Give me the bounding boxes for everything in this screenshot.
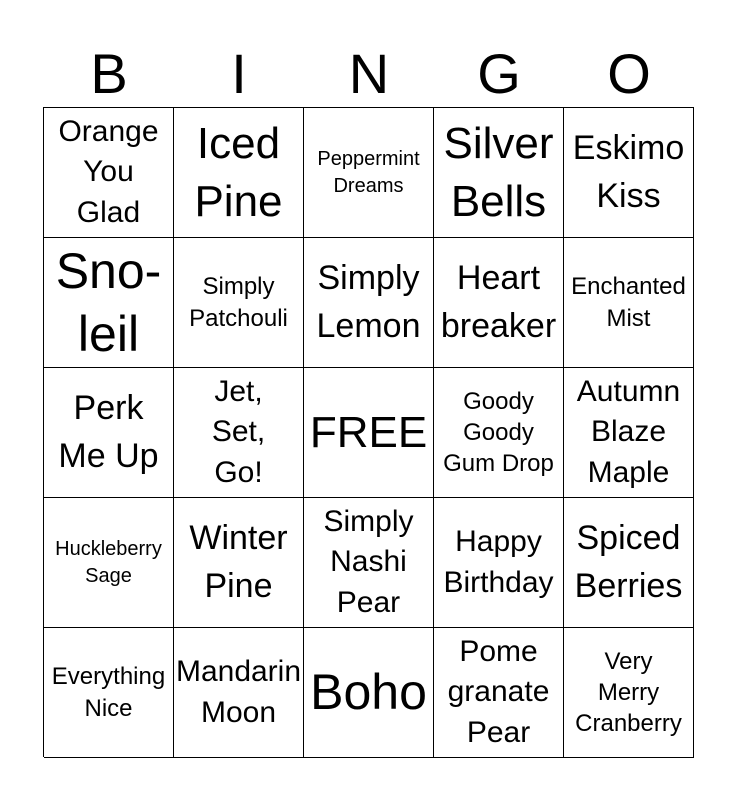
bingo-cell[interactable]: Mandarin Moon (174, 628, 304, 758)
header-letter-i: I (231, 42, 247, 105)
bingo-cell[interactable]: Pome granate Pear (434, 628, 564, 758)
bingo-cell[interactable]: Silver Bells (434, 108, 564, 238)
bingo-cell[interactable]: Sno- leil (44, 238, 174, 368)
bingo-cell[interactable]: Perk Me Up (44, 368, 174, 498)
bingo-cell[interactable]: Eskimo Kiss (564, 108, 694, 238)
bingo-board (43, 107, 694, 757)
bingo-cell[interactable]: Peppermint Dreams (304, 108, 434, 238)
bingo-cell[interactable]: Goody Goody Gum Drop (434, 368, 564, 498)
header-letter-o: O (607, 42, 651, 105)
bingo-header (44, 40, 694, 108)
bingo-cell[interactable]: Enchanted Mist (564, 238, 694, 368)
bingo-cell[interactable]: Simply Patchouli (174, 238, 304, 368)
bingo-cell[interactable]: Boho (304, 628, 434, 758)
bingo-cell[interactable]: Happy Birthday (434, 498, 564, 628)
bingo-cell[interactable]: Simply Nashi Pear (304, 498, 434, 628)
bingo-cell[interactable]: Orange You Glad (44, 108, 174, 238)
header-letter-b: B (90, 42, 128, 105)
bingo-cell[interactable]: Spiced Berries (564, 498, 694, 628)
bingo-cell[interactable]: Everything Nice (44, 628, 174, 758)
bingo-cell[interactable]: Heart breaker (434, 238, 564, 368)
bingo-cell[interactable]: Autumn Blaze Maple (564, 368, 694, 498)
bingo-cell[interactable]: Winter Pine (174, 498, 304, 628)
bingo-cell[interactable]: Huckleberry Sage (44, 498, 174, 628)
header-letter-g: G (477, 42, 521, 105)
bingo-cell[interactable]: Iced Pine (174, 108, 304, 238)
bingo-cell[interactable]: Jet, Set, Go! (174, 368, 304, 498)
header-letter-n: N (348, 42, 390, 105)
bingo-cell[interactable]: Very Merry Cranberry (564, 628, 694, 758)
bingo-cell[interactable]: Simply Lemon (304, 238, 434, 368)
free-space[interactable]: FREE (304, 368, 434, 498)
